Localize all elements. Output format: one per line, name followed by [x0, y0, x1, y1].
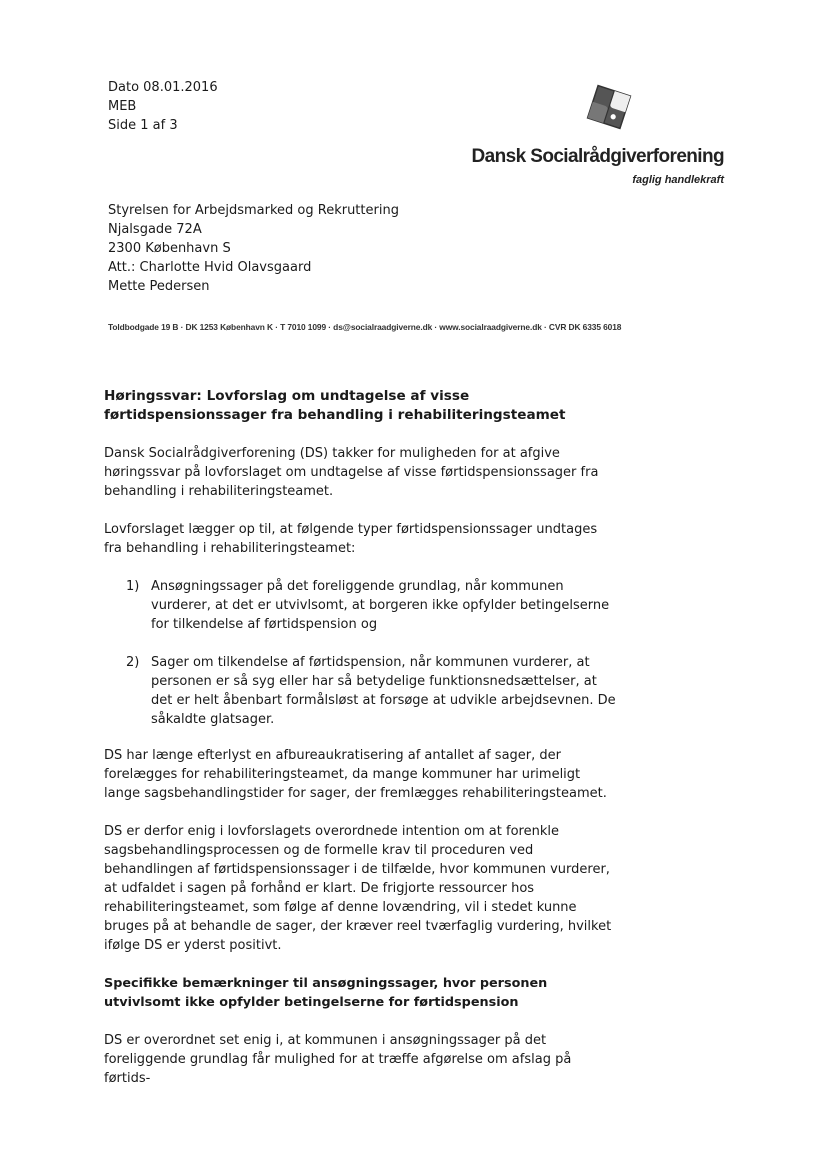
- list-item-number: 1): [126, 579, 140, 594]
- organization-tagline: faglig handlekraft: [632, 174, 724, 186]
- socialraadgiverforening-logo-icon: [584, 82, 634, 132]
- body-paragraph: DS har længe efterlyst en afbureaukratisering af antallet af sager, der forelægges for rehabiliteringsteamet, da mange kommuner har urimeligt lange sagsbehandlingstider for sager, der fremlægges rehabiliteringsteamet.: [104, 748, 607, 801]
- page-number: Side 1 af 3: [108, 118, 178, 133]
- recipient-line: 2300 København S: [108, 241, 231, 256]
- letter-initials: MEB: [108, 99, 137, 114]
- list-item: [104, 653, 618, 729]
- letter-meta: [108, 78, 218, 135]
- letter-date: Dato 08.01.2016: [108, 80, 218, 95]
- recipient-line: Styrelsen for Arbejdsmarked og Rekruttering: [108, 203, 399, 218]
- body-paragraph: DS er derfor enig i lovforslagets overordnede intention om at forenkle sagsbehandlingsprocessen og de formelle krav til proceduren ved behandlingen af førtidspensionssager i de tilfælde, hvor kommunen vurderer, at udfaldet i sagen på forhånd er klart. De frigjorte ressourcer hos rehabiliteringsteamet, som følge af denne lovændring, vil i stedet kunne bruges på at behandle de sager, der kræver reel tværfaglig vurdering, hvilket ifølge DS er yderst positivt.: [104, 824, 612, 953]
- numbered-list: [104, 577, 618, 729]
- section-subheading: Specifikke bemærkninger til ansøgningssager, hvor personen utvivlsomt ikke opfylder betingelserne for førtidspension: [104, 976, 548, 1010]
- body-paragraph: Lovforslaget lægger op til, at følgende typer førtidspensionssager undtages fra behandling i rehabiliteringsteamet:: [104, 522, 598, 556]
- list-item-number: 2): [126, 655, 140, 670]
- letter-body: [104, 387, 618, 1088]
- body-paragraph: DS er overordnet set enig i, at kommunen i ansøgningssager på det foreliggende grundlag får mulighed for at træffe afgørelse om afslag på førtids-: [104, 1033, 572, 1086]
- letter-heading: Høringssvar: Lovforslag om undtagelse af visse førtidspensionssager fra behandling i rehabiliteringsteamet: [104, 388, 566, 423]
- recipient-line: Att.: Charlotte Hvid Olavsgaard: [108, 260, 312, 275]
- organization-name: Dansk Socialrådgiverforening: [471, 146, 724, 167]
- body-paragraph: Dansk Socialrådgiverforening (DS) takker for muligheden for at afgive høringssvar på lovforslaget om undtagelse af visse førtidspensionssager fra behandling i rehabiliteringsteamet.: [104, 446, 599, 499]
- sender-contact-line: Toldbodgade 19 B · DK 1253 København K · T 7010 1099 · ds@socialraadgiverne.dk · www.socialraadgiverne.dk · CVR DK 6335 6018: [108, 322, 622, 332]
- recipient-address: [108, 201, 399, 296]
- list-item-text: Sager om tilkendelse af førtidspension, når kommunen vurderer, at personen er så syg eller har så betydelige funktionsnedsættelser, at det er helt åbenbart formålsløst at forsøge at udvikle arbejdsevnen. De såkaldte glatsager.: [151, 655, 616, 727]
- list-item-text: Ansøgningssager på det foreliggende grundlag, når kommunen vurderer, at det er utvivlsomt, at borgeren ikke opfylder betingelserne for tilkendelse af førtidspension og: [151, 579, 610, 632]
- recipient-line: Mette Pedersen: [108, 279, 210, 294]
- recipient-line: Njalsgade 72A: [108, 222, 202, 237]
- list-item: [104, 577, 618, 634]
